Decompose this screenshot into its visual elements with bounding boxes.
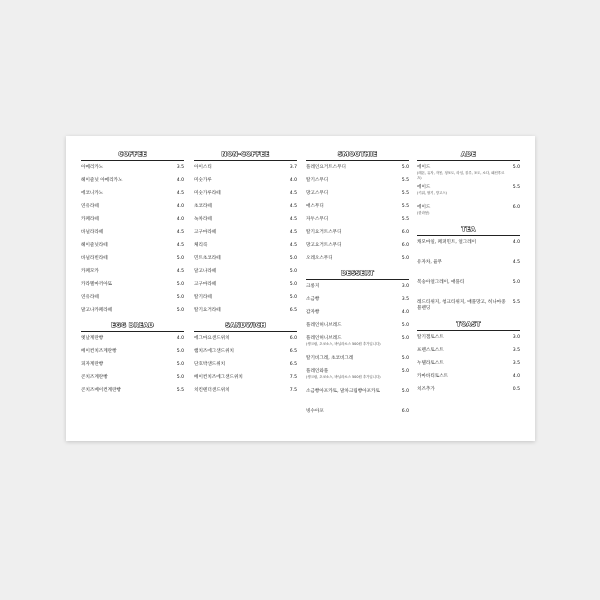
smoothie-section (306, 150, 409, 269)
item-price: 0.5 (512, 387, 520, 392)
smoothie-heading: SMOOTHIE (337, 151, 378, 158)
menu-item (306, 323, 409, 336)
non-coffee-section (194, 150, 297, 321)
item-price: 5.0 (401, 256, 409, 261)
item-name: 자두스무디 (306, 217, 329, 222)
item-price: 5.0 (401, 336, 409, 341)
menu-item (417, 240, 520, 260)
item-price: 6.5 (289, 362, 297, 367)
item-price: 4.0 (176, 336, 184, 341)
item-name: 딸기잼토스트 (417, 335, 444, 340)
menu-column-4 (417, 150, 520, 400)
item-price: 5.0 (401, 356, 409, 361)
item-price: 6.5 (289, 308, 297, 313)
item-price: 5.0 (176, 349, 184, 354)
sandwich-heading: SANDWICH (225, 322, 266, 329)
item-price: 4.5 (289, 230, 297, 235)
menu-item (194, 178, 297, 191)
menu-item (194, 308, 297, 321)
menu-item (194, 295, 297, 308)
menu-item (306, 369, 409, 389)
item-price: 5.0 (289, 282, 297, 287)
item-price: 5.0 (289, 256, 297, 261)
menu-item (81, 204, 184, 217)
menu-item (306, 178, 409, 191)
menu-board (66, 136, 535, 441)
item-name: 아메리카노 (81, 165, 104, 170)
divider (417, 235, 520, 236)
divider (194, 160, 297, 161)
item-name (306, 336, 397, 347)
menu-item (194, 336, 297, 349)
item-price: 4.5 (289, 191, 297, 196)
tea-heading: TEA (461, 226, 476, 233)
item-name: 카페라떼 (81, 217, 99, 222)
item-price: 4.5 (289, 217, 297, 222)
item-name: 옛날계란빵 (81, 336, 104, 341)
item-name: 체리콕 (194, 243, 208, 248)
item-price: 4.0 (512, 240, 520, 245)
item-name: 베이컨치즈계란빵 (81, 349, 117, 354)
item-price: 3.0 (512, 335, 520, 340)
item-name: 유자차, 율무 (417, 260, 443, 265)
item-price: 5.0 (401, 389, 409, 394)
item-price: 5.5 (401, 191, 409, 196)
menu-item (81, 217, 184, 230)
item-title: 플레인와플 (306, 369, 329, 374)
menu-item (81, 349, 184, 362)
item-name: 말고나카페라떼 (81, 308, 113, 313)
menu-item (81, 178, 184, 191)
item-price: 5.0 (176, 308, 184, 313)
item-description: (생크림, 초코소스, 바닐라소스 500원 추가입니다) (306, 375, 381, 379)
item-price: 6.0 (289, 336, 297, 341)
item-description: (레몬, 유자, 자몽, 청포도, 라임, 블루, 포도, 소다, 패션후르츠) (417, 171, 505, 180)
item-name: 단호박샌드위치 (194, 362, 226, 367)
menu-item (417, 165, 520, 185)
item-price: 4.5 (176, 230, 184, 235)
item-name: 에그마요샌드위치 (194, 336, 230, 341)
item-description: (생크림, 초코소스, 바닐라소스 500원 추가입니다) (306, 342, 381, 346)
item-name: 콘치즈계란빵 (81, 375, 108, 380)
item-name: 베이컨치즈에그샌드위치 (194, 375, 243, 380)
item-price: 5.0 (401, 369, 409, 374)
item-price: 5.0 (289, 269, 297, 274)
item-price: 5.0 (401, 323, 409, 328)
item-name: 망고요거트스무디 (306, 243, 342, 248)
menu-item (417, 280, 520, 300)
menu-item (194, 217, 297, 230)
item-name: 미숫가루라떼 (194, 191, 221, 196)
item-name: 고구마라떼 (194, 230, 217, 235)
item-name: 햄치즈에그샌드위치 (194, 349, 234, 354)
menu-item (81, 295, 184, 308)
divider (417, 160, 520, 161)
item-title: 플레인허니브레드 (306, 336, 342, 341)
item-name: 달고나라떼 (194, 269, 217, 274)
menu-item (417, 387, 520, 400)
item-name: 플레인요거트스무디 (306, 165, 346, 170)
menu-item (194, 165, 297, 178)
item-price: 7.5 (289, 388, 297, 393)
menu-item (417, 300, 520, 320)
menu-item (306, 217, 409, 230)
item-name (417, 185, 508, 196)
tea-section (417, 225, 520, 320)
item-price: 5.5 (512, 300, 520, 305)
dessert-heading: DESSERT (340, 270, 375, 277)
menu-item (306, 204, 409, 217)
item-name: 바닐라빈라떼 (81, 256, 108, 261)
item-name: 카마바티토스트 (417, 374, 449, 379)
menu-item (417, 361, 520, 374)
item-name: 바닐라라떼 (81, 230, 104, 235)
menu-item (194, 269, 297, 282)
item-price: 7.5 (289, 375, 297, 380)
item-price: 3.0 (401, 284, 409, 289)
ade-section (417, 150, 520, 225)
item-name: 딸기스무디 (306, 178, 329, 183)
menu-item (194, 362, 297, 375)
ade-heading: ADE (460, 151, 477, 158)
item-price: 5.0 (401, 165, 409, 170)
menu-item (81, 336, 184, 349)
item-name: 레드티위지, 청크티위지, 애플망고, 히나마중블렌딩 (417, 300, 506, 311)
item-name: 카페모카 (81, 269, 99, 274)
item-name: 애스무디 (306, 204, 324, 209)
menu-item (417, 335, 520, 348)
item-price: 4.0 (176, 178, 184, 183)
item-title: 에이드 (417, 185, 431, 190)
item-name (306, 369, 397, 380)
menu-item (306, 256, 409, 269)
item-name: 크룽지 (306, 284, 320, 289)
item-price: 5.5 (176, 388, 184, 393)
item-title: 에이드 (417, 165, 431, 170)
item-name: 딸기요거트스무디 (306, 230, 342, 235)
menu-item (81, 308, 184, 321)
menu-item (194, 375, 297, 388)
menu-item (194, 204, 297, 217)
menu-item (306, 165, 409, 178)
item-price: 4.0 (401, 310, 409, 315)
item-name: 미숫가루 (194, 178, 212, 183)
menu-item (306, 310, 409, 323)
item-name: 딸기비그레, 초코비그레 (306, 356, 354, 361)
item-title: 에이드 (417, 205, 431, 210)
menu-item (194, 191, 297, 204)
item-name: 빙수아포 (306, 409, 324, 414)
divider (306, 160, 409, 161)
item-name: 소금빵아포카토, 말차크림빵아포카토 (306, 389, 380, 394)
item-name: 망고스무디 (306, 191, 329, 196)
item-name: 헤이즐넛 아메리카노 (81, 178, 123, 183)
item-name: 치즈추가 (417, 387, 435, 392)
menu-item (194, 349, 297, 362)
item-price: 4.5 (289, 243, 297, 248)
item-price: 5.0 (176, 362, 184, 367)
item-name (417, 165, 508, 180)
menu-item (194, 388, 297, 401)
menu-item (81, 165, 184, 178)
menu-column-2 (194, 150, 297, 401)
item-name: 치킨텐더샌드위치 (194, 388, 230, 393)
menu-item (194, 243, 297, 256)
item-name: 오레오스무디 (306, 256, 333, 261)
item-price: 5.0 (512, 165, 520, 170)
item-price: 4.0 (176, 217, 184, 222)
item-name: 에코니카노 (81, 191, 104, 196)
item-price: 3.5 (512, 361, 520, 366)
item-description: (한라봉) (417, 211, 430, 215)
item-name: 카라멜마끼아또 (81, 282, 113, 287)
item-name: 복숭아얼그레이, 애플티 (417, 280, 465, 285)
item-name: 콘치즈베이컨계란빵 (81, 388, 121, 393)
menu-item (81, 243, 184, 256)
item-name: 딸기라떼 (194, 295, 212, 300)
menu-item (417, 374, 520, 387)
item-price: 4.5 (176, 191, 184, 196)
menu-item (81, 191, 184, 204)
menu-item (306, 389, 409, 409)
item-price: 6.0 (401, 409, 409, 414)
item-name: 연유라떼 (81, 204, 99, 209)
egg-bread-section (81, 321, 184, 401)
menu-column-1 (81, 150, 184, 401)
menu-item (417, 348, 520, 361)
item-price: 3.5 (512, 348, 520, 353)
item-price: 4.5 (176, 243, 184, 248)
item-price: 3.7 (289, 165, 297, 170)
menu-item (306, 243, 409, 256)
item-price: 5.5 (401, 178, 409, 183)
item-name: 민트초코라떼 (194, 256, 221, 261)
item-name: 감자빵 (306, 310, 320, 315)
item-name: 캐모마일, 페퍼민트, 얼그레이 (417, 240, 477, 245)
menu-item (81, 362, 184, 375)
menu-item (306, 297, 409, 310)
item-price: 5.5 (401, 217, 409, 222)
menu-item (194, 282, 297, 295)
dessert-section (306, 269, 409, 422)
item-description: (키위, 딸기, 망고스) (417, 191, 447, 195)
item-price: 5.5 (401, 204, 409, 209)
menu-item (81, 375, 184, 388)
item-name: 연유라떼 (81, 295, 99, 300)
item-name: 소금빵 (306, 297, 320, 302)
item-price: 5.0 (176, 295, 184, 300)
item-name: 녹차라떼 (194, 217, 212, 222)
item-name: 플레인허니브레드 (306, 323, 342, 328)
item-price: 5.5 (512, 185, 520, 190)
item-price: 4.0 (289, 178, 297, 183)
item-name: 딸기요거라떼 (194, 308, 221, 313)
menu-item (417, 205, 520, 225)
menu-item (81, 282, 184, 295)
item-price: 6.0 (401, 243, 409, 248)
item-price: 4.0 (176, 204, 184, 209)
menu-item (306, 409, 409, 422)
item-price: 5.0 (512, 280, 520, 285)
coffee-section (81, 150, 184, 321)
toast-heading: TOAST (456, 321, 481, 328)
menu-item (306, 356, 409, 369)
menu-item (417, 185, 520, 205)
toast-section (417, 320, 520, 400)
item-name (417, 205, 508, 216)
item-name: 헤이즐넛라떼 (81, 243, 108, 248)
item-price: 3.5 (176, 165, 184, 170)
item-name: 초코라떼 (194, 204, 212, 209)
menu-item (194, 256, 297, 269)
item-price: 5.0 (289, 295, 297, 300)
item-price: 5.0 (176, 256, 184, 261)
menu-item (81, 388, 184, 401)
item-price: 4.5 (176, 269, 184, 274)
sandwich-section (194, 321, 297, 401)
item-price: 6.0 (512, 205, 520, 210)
item-price: 6.0 (401, 230, 409, 235)
egg-bread-heading: EGG BREAD (111, 322, 154, 329)
menu-item (306, 284, 409, 297)
menu-item (194, 230, 297, 243)
menu-item (417, 260, 520, 280)
item-price: 3.5 (401, 297, 409, 302)
divider (417, 330, 520, 331)
menu-column-3 (306, 150, 409, 422)
item-price: 4.5 (289, 204, 297, 209)
divider (194, 331, 297, 332)
menu-item (306, 191, 409, 204)
item-name: 프렌스토스트 (417, 348, 444, 353)
item-name: 고구마라떼 (194, 282, 217, 287)
divider (306, 279, 409, 280)
coffee-heading: COFFEE (118, 151, 147, 158)
item-price: 5.0 (176, 282, 184, 287)
divider (81, 160, 184, 161)
item-name: 아이스티 (194, 165, 212, 170)
menu-item (81, 256, 184, 269)
item-price: 4.0 (512, 374, 520, 379)
item-price: 6.5 (289, 349, 297, 354)
non-coffee-heading: NON-COFFEE (221, 151, 270, 158)
menu-item (306, 336, 409, 356)
menu-item (81, 269, 184, 282)
item-price: 4.5 (512, 260, 520, 265)
divider (81, 331, 184, 332)
item-name: 피자계란빵 (81, 362, 104, 367)
item-price: 5.0 (176, 375, 184, 380)
menu-item (306, 230, 409, 243)
item-name: 누텔라토스트 (417, 361, 444, 366)
menu-item (81, 230, 184, 243)
